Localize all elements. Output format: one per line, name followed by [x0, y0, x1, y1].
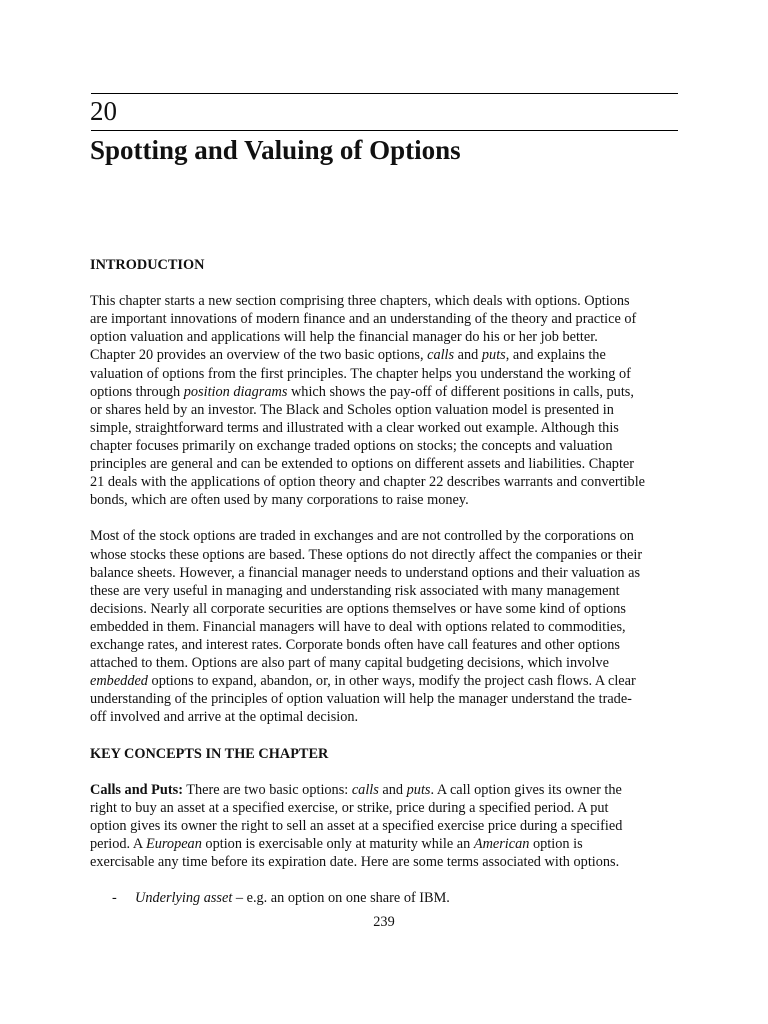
- italic-term: puts: [406, 781, 431, 798]
- text-run: 21 deals with the applications of option theory and chapter 22 describes warrants and convertible: [90, 474, 646, 491]
- body-content: [90, 256, 685, 907]
- text-line: [90, 582, 685, 600]
- text-run: exercisable any time before its expiration date. Here are some terms associated with options.: [90, 854, 620, 871]
- chapter-number: 20: [90, 96, 117, 126]
- text-run: chapter focuses primarily on exchange traded options on stocks; the concepts and valuation: [90, 437, 613, 454]
- text-run: right to buy an asset at a specified exercise, or strike, price during a specified period. A put: [90, 799, 609, 816]
- text-run: are important innovations of modern finance and an understanding of the theory and practice of: [90, 311, 637, 328]
- text-line: [90, 781, 685, 799]
- text-run: option valuation and applications will help the financial manager do his or her job better.: [90, 329, 598, 346]
- key-concepts-heading: KEY CONCEPTS IN THE CHAPTER: [90, 745, 329, 762]
- text-run: attached to them. Options are also part of many capital budgeting decisions, which involve: [90, 655, 609, 672]
- intro-paragraph: [90, 292, 685, 509]
- italic-term: American: [473, 836, 530, 852]
- text-line: [90, 853, 685, 871]
- text-line: [90, 401, 685, 419]
- text-run: options through: [90, 383, 184, 400]
- text-run: embedded in them. Financial managers will have to deal with options related to commodities,: [90, 618, 626, 635]
- text-run: decisions. Nearly all corporate securities are options themselves or have some kind of options: [90, 600, 626, 617]
- text-line: [90, 328, 685, 346]
- text-run: principles are general and can be extended to options on different assets and liabilities. Chapter: [90, 456, 635, 473]
- text-run: and: [378, 781, 407, 798]
- text-line: [90, 835, 685, 853]
- text-run: period. A: [90, 836, 146, 852]
- text-line: [90, 708, 685, 726]
- text-run: and: [454, 347, 482, 364]
- italic-term: position diagrams: [183, 383, 288, 400]
- text-run: valuation of options from the first principles. The chapter helps you understand the working of: [90, 365, 631, 382]
- text-run: There are two basic options:: [182, 781, 352, 798]
- text-run: options to expand, abandon, or, in other ways, modify the project cash flows. A clear: [147, 673, 636, 690]
- page-number: 239: [373, 914, 395, 930]
- text-run: understanding of the principles of option valuation will help the manager understand the trade-: [90, 691, 632, 708]
- text-run: Chapter 20 provides an overview of the two basic options,: [90, 347, 428, 364]
- text-line: [90, 383, 685, 401]
- text-line: [90, 419, 685, 437]
- text-run: option gives its owner the right to sell an asset at a specified exercise price during a specified: [90, 817, 623, 834]
- text-line: [90, 455, 685, 473]
- text-run: whose stocks these options are based. These options do not directly affect the companies or their: [90, 546, 643, 563]
- top-rule: [91, 93, 678, 94]
- text-line: [90, 546, 685, 564]
- text-line: [90, 672, 685, 690]
- text-run: , and explains the: [505, 347, 606, 364]
- calls-and-puts-paragraph: [90, 781, 685, 871]
- italic-term: Underlying asset: [135, 890, 233, 907]
- text-line: [90, 654, 685, 672]
- text-line: [90, 437, 685, 455]
- text-line: [90, 473, 685, 491]
- text-run: – e.g. an option on one share of IBM.: [232, 890, 450, 907]
- italic-term: puts: [481, 347, 506, 364]
- text-line: [90, 564, 685, 582]
- text-line: [90, 799, 685, 817]
- text-line: [90, 491, 685, 509]
- text-line: [90, 310, 685, 328]
- text-line: [90, 600, 685, 618]
- italic-term: calls: [427, 347, 455, 364]
- text-line: [90, 292, 685, 310]
- text-line: [90, 365, 685, 383]
- bullet-item: [90, 889, 685, 907]
- text-run: option is exercisable only at maturity while an: [201, 836, 474, 852]
- text-run: which shows the pay-off of different positions in calls, puts,: [287, 383, 634, 400]
- text-run: option is: [529, 836, 583, 852]
- text-run: simple, straightforward terms and illustrated with a clear worked out example. Although this: [90, 419, 619, 436]
- bullet-dash: -: [112, 890, 117, 907]
- text-run: exchange rates, and interest rates. Corporate bonds often have call features and other options: [90, 636, 620, 653]
- text-run: This chapter starts a new section comprising three chapters, which deals with options. Options: [90, 293, 630, 310]
- italic-term: calls: [351, 781, 379, 798]
- text-run: . A call option gives its owner the: [430, 781, 622, 798]
- text-line: [90, 618, 685, 636]
- text-run: bonds, which are often used by many corporations to raise money.: [90, 492, 469, 509]
- bold-lead: Calls and Puts:: [90, 781, 183, 798]
- italic-term: European: [146, 836, 202, 852]
- text-run: or shares held by an investor. The Black and Scholes option valuation model is presented in: [90, 401, 614, 418]
- title-rule: [91, 130, 678, 131]
- text-line: [90, 346, 685, 364]
- text-line: [90, 817, 685, 835]
- italic-term: embedded: [90, 673, 148, 690]
- text-line: [90, 527, 685, 545]
- options-paragraph: [90, 527, 685, 726]
- introduction-heading: INTRODUCTION: [90, 257, 205, 273]
- text-line: [90, 690, 685, 708]
- bullet-text: [135, 890, 450, 906]
- text-run: balance sheets. However, a financial manager needs to understand options and their valuation as: [90, 564, 641, 581]
- chapter-title: Spotting and Valuing of Options: [90, 135, 461, 165]
- text-run: off involved and arrive at the optimal decision.: [90, 709, 359, 726]
- text-run: these are very useful in managing and understanding risk associated with many management: [90, 582, 620, 599]
- text-line: [90, 636, 685, 654]
- text-run: Most of the stock options are traded in exchanges and are not controlled by the corporations on: [90, 528, 634, 545]
